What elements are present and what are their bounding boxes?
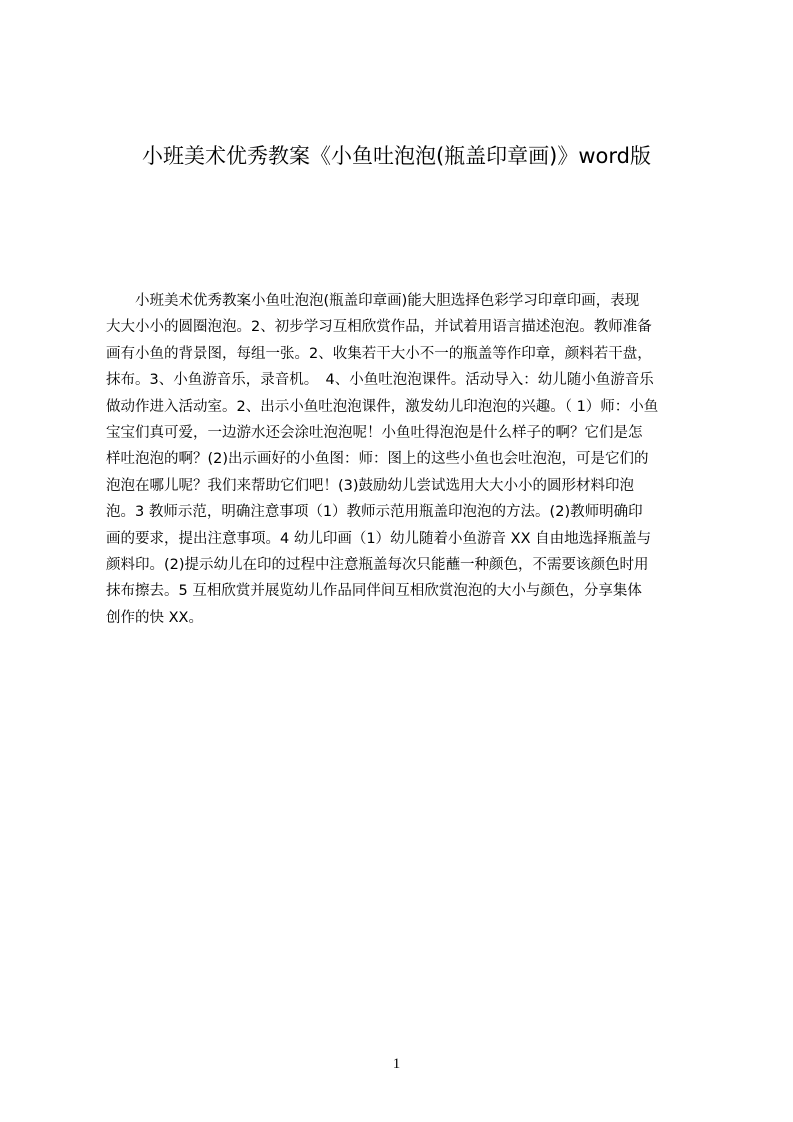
body-line: 大大小小的圆圈泡泡。2、初步学习互相欣赏作品，并试着用语言描述泡泡。教师准备 bbox=[106, 319, 652, 336]
body-line: 创作的快 XX。 bbox=[106, 609, 203, 626]
body-line: 泡。3 教师示范，明确注意事项（1）教师示范用瓶盖印泡泡的方法。(2)教师明确印 bbox=[106, 504, 643, 521]
body-line: 小班美术优秀教案小鱼吐泡泡(瓶盖印章画)能大胆选择色彩学习印章印画，表现 bbox=[106, 293, 640, 309]
page-number: 1 bbox=[392, 1056, 401, 1072]
body-line: 画的要求，提出注意事项。4 幼儿印画（1）幼儿随着小鱼游音 XX 自由地选择瓶盖与 bbox=[106, 530, 652, 547]
document-title: 小班美术优秀教案《小鱼吐泡泡(瓶盖印章画)》word版 bbox=[141, 144, 651, 168]
body-line: 颜料印。(2)提示幼儿在印的过程中注意瓶盖每次只能蘸一种颜色，不需要该颜色时用 bbox=[106, 556, 649, 573]
body-paragraph bbox=[106, 288, 704, 631]
body-line: 抹布擦去。5 互相欣赏并展览幼儿作品同伴间互相欣赏泡泡的大小与颜色，分享集体 bbox=[106, 583, 642, 600]
body-line: 样吐泡泡的啊？(2)出示画好的小鱼图：师：图上的这些小鱼也会吐泡泡，可是它们的 bbox=[106, 451, 649, 468]
body-line: 做动作进入活动室。2、出示小鱼吐泡泡课件，激发幼儿印泡泡的兴趣。（ 1）师：小鱼 bbox=[106, 398, 659, 415]
body-line: 画有小鱼的背景图，每组一张。2、收集若干大小不一的瓶盖等作印章，颜料若干盘， bbox=[106, 345, 652, 362]
body-line: 抹布。3、小鱼游音乐，录音机。 4、小鱼吐泡泡课件。活动导入：幼儿随小鱼游音乐 bbox=[106, 372, 654, 389]
body-line: 宝宝们真可爱，一边游水还会涂吐泡泡呢！小鱼吐得泡泡是什么样子的啊？它们是怎 bbox=[106, 424, 643, 441]
body-line: 泡泡在哪儿呢？我们来帮助它们吧！(3)鼓励幼儿尝试选用大大小小的圆形材料印泡 bbox=[106, 477, 635, 494]
